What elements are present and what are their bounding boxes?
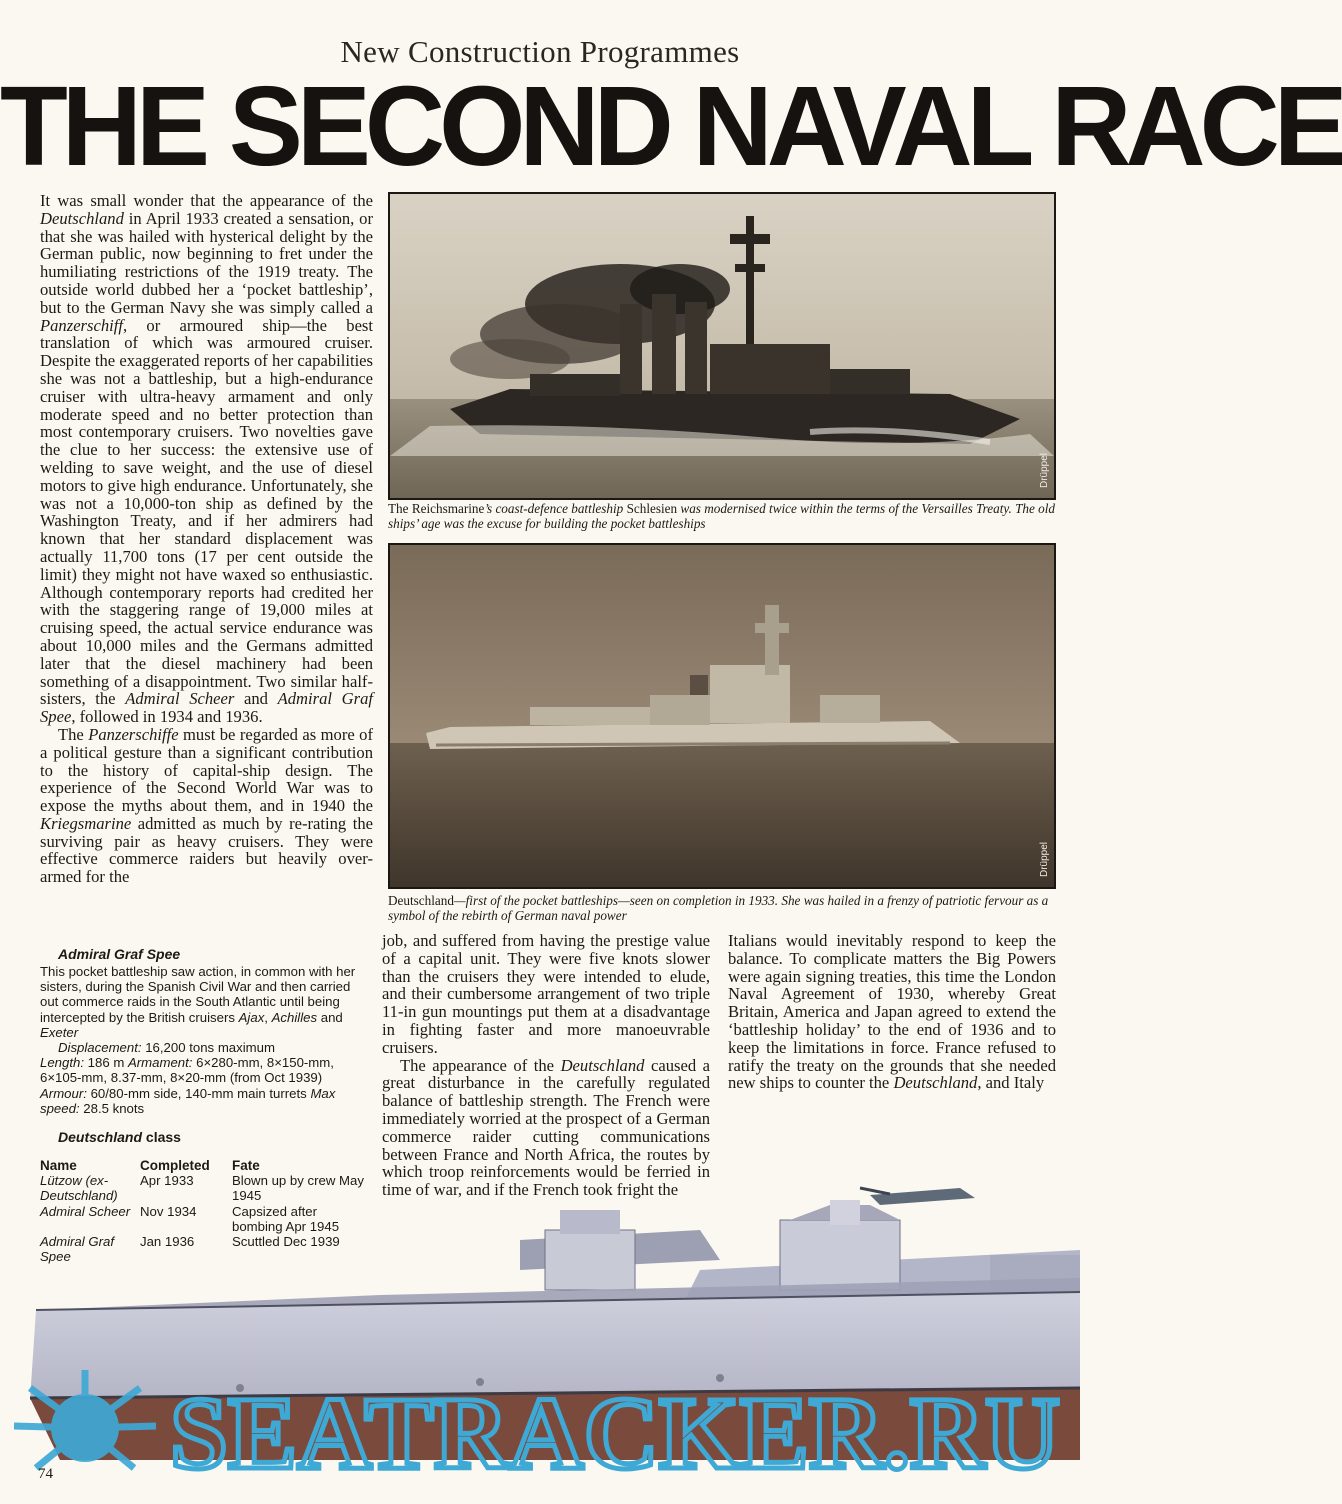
page-number: 74 [38,1466,53,1482]
table-row [40,1234,370,1264]
watermark-logo [0,1368,1080,1491]
photo-caption-2: Deutschland—first of the pocket battleships—seen on completion in 1933. She was hailed in a frenzy of patriotic fervour as a symbol of the rebirth of German naval power [388,893,1049,923]
article-column-1 [40,192,373,886]
article-column-2 [382,932,710,1199]
table-row [40,1204,370,1234]
watermark-text: SEATRACKER.RU [170,1376,1060,1491]
photo-deutschland [388,543,1056,889]
ship-name: Admiral Scheer [40,1203,131,1219]
section-kicker: New Construction Programmes [340,34,740,69]
article-paragraph: The Panzerschiffe must be regarded as more of a political gesture than a significant contribution to the history of capital-ship design. The experience of the Second World War was to expose the myths about them, and in 1940 the Kriegsmarine admitted as much by re-rating the surviving pair as heavy cruisers. They were effective commerce raiders but heavily over-armed for the [40,724,373,887]
article-paragraph: The appearance of the Deutschland caused a great disturbance in the carefully regulated balance of battleship strength. The French were immediately worried at the prospect of a German commerce raider cutting communications between France and North Africa, the routes by which troop reinforcements would be ferried in time of war, and if the French took fright the [382,1055,710,1200]
col-header-name: Name [40,1158,77,1173]
ship-fate: Scuttled Dec 1939 [232,1234,340,1250]
ship-name: Lützow (ex-Deutschland) [40,1173,118,1204]
class-suffix: class [142,1129,181,1145]
article-paragraph: It was small wonder that the appearance of the Deutschland in April 1933 created a sensation, or that she was hailed with hysterical delight by the German public, now beginning to fret under the humiliating restrictions of the 1919 treaty. The outside world dubbed her a ‘pocket battleship’, but to the German Navy she was simply called a Panzerschiff, or armoured ship—the best translation of which was armoured cruiser. Despite the exaggerated reports of her capabilities she was not a battleship, but a high-endurance cruiser with ultra-heavy armament and only moderate speed and no better protection than most contemporary cruisers. Two novelties gave the clue to her success: the extensive use of welding to save weight, and the use of diesel motors to give high endurance. Unfortunately, she was not a 10,000-ton ship as defined by the Washington Treaty, and if her admirers had known that her standard displacement was actually 11,700 tons (17 per cent outside the limit) they might not have waxed so enthusiastic. Although contemporary reports had credited her with the staggering range of 19,000 miles at cruising speed, the actual service endurance was about 10,000 miles and the Germans admitted later that the diesel machinery had been something of a disappointment. Two similar half-sisters, the Admiral Scheer and Admiral Graf Spee, followed in 1934 and 1936. [40,191,374,727]
ship-fate: Blown up by crew May 1945 [232,1173,364,1204]
class-table [40,1158,370,1264]
col-header-fate: Fate [232,1158,260,1173]
article-column-3 [728,932,1056,1092]
article-paragraph: job, and suffered from having the prestige value of a capital unit. They were five knots slower than the cruisers they were intended to elude, and their cumbersome arrangement of two triple 11-in gun mountings put them at a disadvantage in fighting faster and more manoeuvrable cruisers. [382,931,710,1057]
col-header-completed: Completed [140,1158,210,1173]
article-paragraph: Italians would inevitably respond to keep the balance. To complicate matters the Big Powers were again signing treaties, this time the London Naval Agreement of 1930, whereby Great Britain, America and Japan agreed to extend the ‘battleship holiday’ to the end of 1936 and to keep the limitations in force. France refused to ratify the treaty on the grounds that she needed new ships to counter the Deutschland, and Italy [728,931,1056,1093]
class-name: Deutschland [58,1129,143,1145]
battleship-photo-art [390,194,1054,498]
ship-completed: Apr 1933 [140,1173,194,1189]
table-header-row [40,1158,370,1173]
sidebar-description: This pocket battleship saw action, in common with her sisters, during the Spanish Civil War and then carried out commerce raids in the South Atlantic until being intercepted by the British cruisers Ajax, Achilles and Exeter [40,964,356,1040]
photo-caption-1: The Reichsmarine’s coast-defence battleship Schlesien was modernised twice within the terms of the Versailles Treaty. The old ships’ age was the excuse for building the pocket battleships [388,501,1056,531]
pocket-battleship-photo-art [390,545,1054,887]
photo-schlesien [388,192,1056,500]
ship-completed: Jan 1936 [140,1234,195,1250]
ship-name: Admiral Graf Spee [40,1234,115,1265]
ship-completed: Nov 1934 [140,1203,197,1219]
class-table-title [58,1130,181,1145]
ship-fate: Capsized after bombing Apr 1945 [232,1203,340,1234]
table-row [40,1173,370,1203]
sidebar-stats: Displacement: 16,200 tons maximum Length: 186 m Armament: 6×280-mm, 8×150-mm, 6×105-mm, 8.37-mm, 8×20-mm (from Oct 1939) Armour: 60/80-mm side, 140-mm main turrets Max speed: 28.5 knots [40,1040,336,1116]
sidebar-title: Admiral Graf Spee [58,946,181,962]
photo-credit: Drüppel [1039,452,1050,488]
page-headline: THE SECOND NAVAL RACE [0,62,1342,190]
photo-credit: Drüppel [1039,841,1050,877]
